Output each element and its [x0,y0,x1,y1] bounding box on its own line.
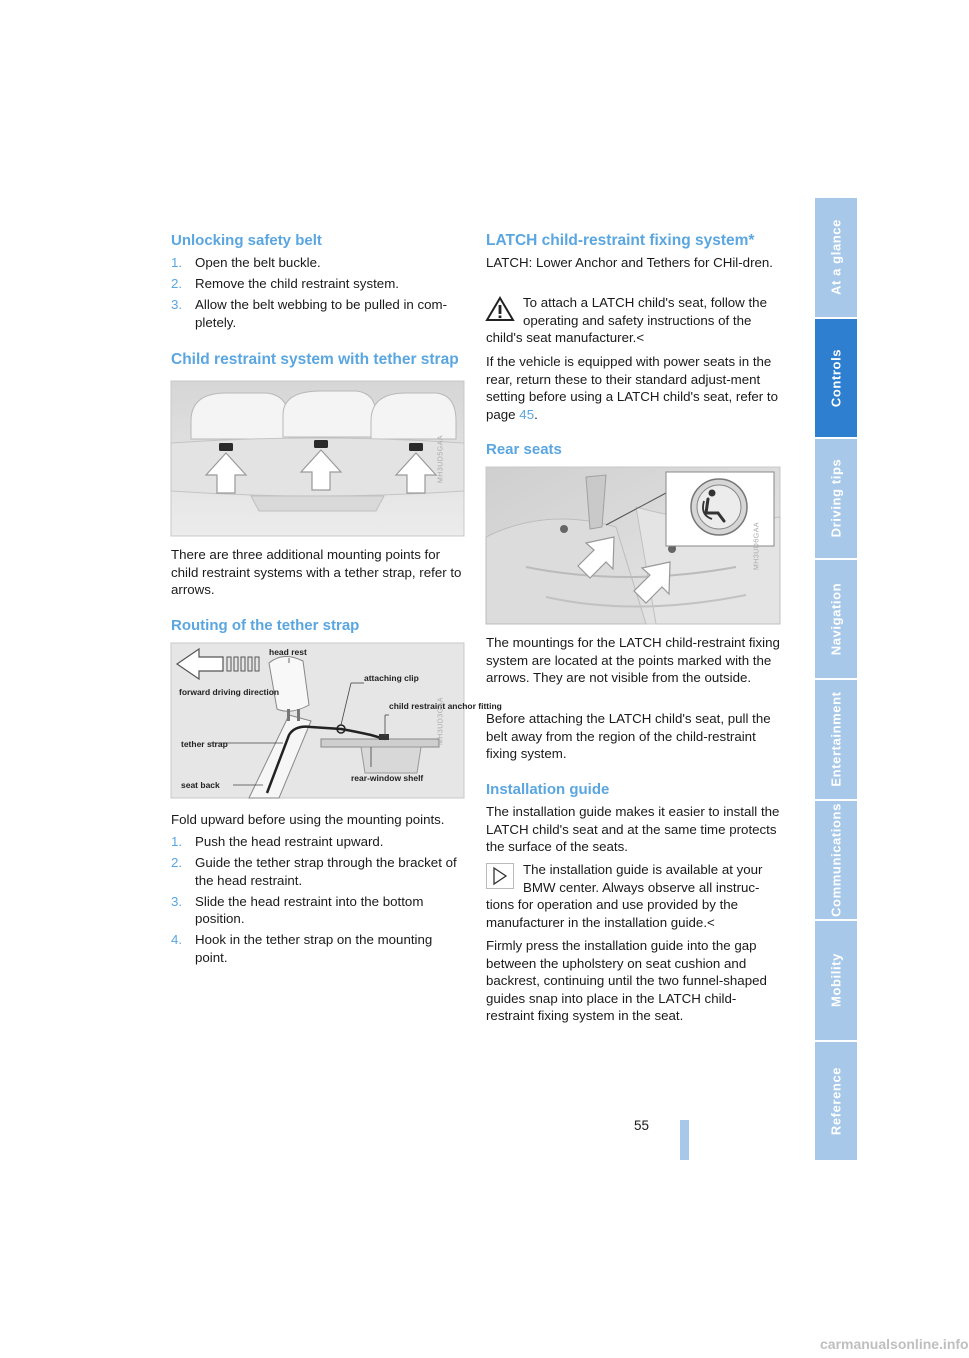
list-item: 3. Slide the head restraint into the bottom position. [171,893,424,927]
unlock-steps [171,254,464,335]
unlocking-heading: Unlocking safety belt [171,232,322,249]
list-item: 1. Open the belt buckle. [171,255,321,270]
watermark: carmanualsonline.info [820,1336,969,1352]
tab-reference[interactable]: Reference [815,1042,857,1161]
label-head-rest: head rest [269,647,307,657]
latch-paragraph: LATCH: Lower Anchor and Tethers for CHil-dren. [486,255,773,270]
rear-seats-heading: Rear seats [486,441,562,458]
tab-navigation[interactable]: Navigation [815,560,857,679]
tab-entertainment[interactable]: Entertainment [815,680,857,799]
note-icon [486,863,514,889]
figure-code: MH3UD5GAA [437,434,445,483]
rear-seats-figure [486,467,780,624]
list-item: 2. Guide the tether strap through the bracket of the head restraint. [171,855,457,888]
rear-seats-paragraph-2: Before attaching the LATCH child's seat, pull the belt away from the region of the child-restraint fixing system. [486,711,771,762]
list-item: 3. Allow the belt webbing to be pulled in com-pletely. [171,297,448,330]
page-number-bar [680,1120,689,1160]
label-anchor: child restraint anchor fitting [389,701,502,711]
routing-steps [171,833,464,970]
tab-controls[interactable]: Controls [815,319,857,438]
latch-warning: To attach a LATCH child's seat, follow the operating and safety instructions of the child's seat manufacturer.< [486,295,767,346]
label-attaching-clip: attaching clip [364,673,419,683]
installation-heading: Installation guide [486,781,610,798]
installation-paragraph-1: The installation guide makes it easier to install the LATCH child's seat and at the same time protects the surface of the seats. [486,804,780,855]
tether-heading: Child restraint system with tether strap [171,351,459,368]
tab-driving-tips[interactable]: Driving tips [815,439,857,558]
figure-code: MH3UD3GAA [437,696,445,745]
tab-communications[interactable]: Communications [815,801,857,920]
routing-figure [171,643,502,798]
chapter-tabs [815,198,857,1160]
tether-mounting-figure [171,381,464,536]
latch-power-seat-paragraph: If the vehicle is equipped with power seats in the rear, return these to their standard adjust-ment setting before using a LATCH child's seat, refer to page 45. [486,354,779,422]
routing-illustration [171,643,502,798]
label-rear-shelf: rear-window shelf [351,773,424,783]
routing-paragraph: Fold upward before using the mounting points. [171,812,445,827]
routing-heading: Routing of the tether strap [171,617,360,634]
rear-seats-paragraph-1: The mountings for the LATCH child-restraint fixing system are located at the points marked with the arrows. They are not visible from the outside. [486,635,780,686]
label-seat-back: seat back [181,780,220,790]
page-ref-link[interactable]: 45 [519,406,535,422]
tab-mobility[interactable]: Mobility [815,921,857,1040]
warning-icon [486,296,514,322]
rear-seats-illustration [486,467,780,624]
rear-shelf-illustration [171,381,464,536]
tab-at-a-glance[interactable]: At a glance [815,198,857,317]
list-item: 2. Remove the child restraint system. [171,276,399,292]
label-tether-strap: tether strap [181,739,228,749]
figure-code: MH3UD6GAA [753,521,761,570]
label-forward: forward driving direction [179,687,280,697]
latch-heading: LATCH child-restraint fixing system* [486,232,755,249]
installation-paragraph-2: Firmly press the installation guide into the gap between the upholstery on seat cushion and backrest, continuing until the two funnel-shaped guides snap into place in the LATCH child-restraint fixing system in the seat. [486,938,767,1024]
page-number: 55 [634,1118,650,1133]
list-item: 4. Hook in the tether strap on the mounting point. [171,932,433,966]
list-item: 1. Push the head restraint upward. [171,834,384,849]
tether-paragraph: There are three additional mounting points for child restraint systems with a tether strap, refer to arrows. [171,547,462,598]
installation-note: The installation guide is available at your BMW center. Always observe all instruc- tions for operation and use provided by the manufacturer in the installation guide.< [486,862,763,930]
